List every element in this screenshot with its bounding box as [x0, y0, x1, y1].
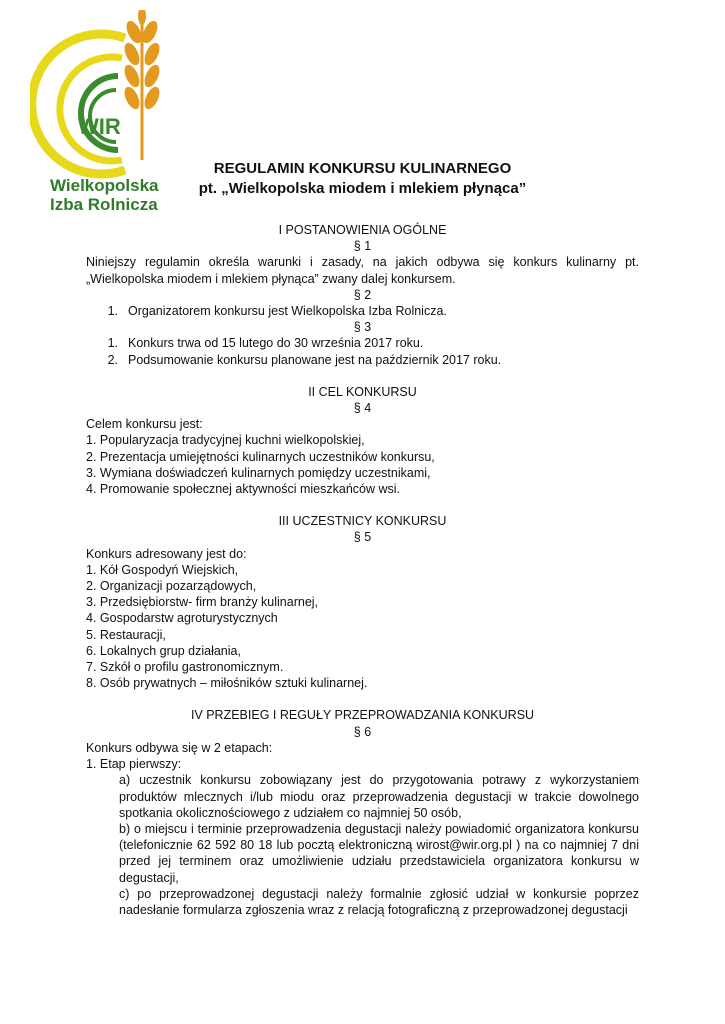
logo-name-line1: Wielkopolska [50, 176, 159, 195]
sub-item-a: a) uczestnik konkursu zobowiązany jest do przygotowania potrawy z wykorzystaniem produktów mlecznych i/lub miodu oraz przeprowadzenia degustacji w trakcie dowolnego spotkania okolicznościowego z udziałem co najmniej 50 osób, [119, 773, 639, 820]
list-item: 5. Restauracji, [86, 627, 166, 642]
paragraph-mark: § 3 [353, 320, 372, 335]
document-body [86, 222, 639, 918]
paragraph-mark: § 4 [353, 401, 372, 416]
section-heading: III UCZESTNICY KONKURSU [278, 514, 447, 529]
list-item: 2. Podsumowanie konkursu planowane jest na październik 2017 roku. [107, 352, 502, 367]
list-item: 1. Konkurs trwa od 15 lutego do 30 września 2017 roku. [107, 336, 424, 351]
list-item: 1. Kół Gospodyń Wiejskich, [86, 562, 239, 577]
document-subtitle: pt. „Wielkopolska miodem i mlekiem płynąca” [198, 180, 527, 197]
list-intro: Konkurs odbywa się w 2 etapach: [86, 740, 273, 755]
sub-item-c: c) po przeprowadzonej degustacji należy formalnie zgłosić udział w konkursie poprzez nadesłanie formularza zgłoszenia wraz z relacją fotograficzną z przeprowadzonej degustacji [119, 886, 639, 917]
logo-brand-letters: WIR [78, 114, 121, 139]
sub-item-b: b) o miejscu i terminie przeprowadzenia degustacji należy powiadomić organizatora konkursu (telefonicznie 62 592 80 18 lub pocztą elektroniczną wirost@wir.org.pl ) na co najmniej 7 dni przed jej terminem oraz umożliwienie udziału przedstawiciela organizatora konkursu w degustacji, [119, 821, 639, 885]
section-heading: I POSTANOWIENIA OGÓLNE [278, 223, 447, 237]
list-item: 8. Osób prywatnych – miłośników sztuki kulinarnej. [86, 676, 368, 691]
list-intro: Konkurs adresowany jest do: [86, 546, 247, 561]
list-item: 1. Organizatorem konkursu jest Wielkopolska Izba Rolnicza. [107, 304, 447, 319]
list-item: 2. Prezentacja umiejętności kulinarnych uczestników konkursu, [86, 449, 435, 464]
list-item: 6. Lokalnych grup działania, [86, 643, 241, 658]
list-item: 1. Etap pierwszy: [86, 757, 182, 772]
section-heading: IV PRZEBIEG I REGUŁY PRZEPROWADZANIA KONKURSU [190, 708, 535, 723]
list-item: 4. Gospodarstw agroturystycznych [86, 611, 278, 626]
paragraph-mark: § 5 [353, 530, 372, 545]
list-item: 2. Organizacji pozarządowych, [86, 579, 257, 594]
logo-name-line2: Izba Rolnicza [50, 195, 158, 214]
section-heading: II CEL KONKURSU [308, 384, 417, 399]
list-intro: Celem konkursu jest: [86, 417, 203, 432]
paragraph-text: Niniejszy regulamin określa warunki i zasady, na jakich odbywa się konkurs kulinarny pt. „Wielkopolska miodem i mlekiem płynąca” zwany dalej konkursem. [86, 255, 639, 286]
list-item: 4. Promowanie społecznej aktywności mieszkańców wsi. [86, 482, 401, 497]
paragraph-mark: § 1 [353, 239, 372, 254]
paragraph-mark: § 6 [353, 724, 372, 739]
list-item: 3. Wymiana doświadczeń kulinarnych pomiędzy uczestnikami, [86, 465, 431, 480]
paragraph-mark: § 2 [353, 287, 372, 302]
document-title: REGULAMIN KONKURSU KULINARNEGO [213, 160, 512, 177]
list-item: 3. Przedsiębiorstw- firm branży kulinarnej, [86, 595, 319, 610]
list-item: 7. Szkół o profilu gastronomicznym. [86, 660, 284, 675]
list-item: 1. Popularyzacja tradycyjnej kuchni wielkopolskiej, [86, 433, 365, 448]
wheat-emblem-icon [30, 10, 180, 180]
